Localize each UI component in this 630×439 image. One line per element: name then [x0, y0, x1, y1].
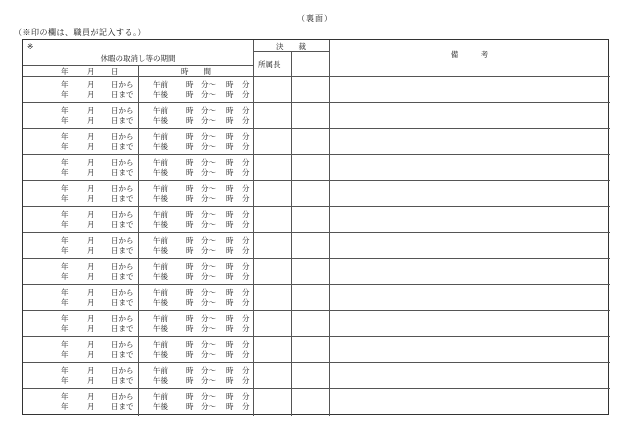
row-label-from: 日から — [111, 392, 134, 401]
row-label-hour: 時 — [226, 392, 234, 401]
row-label-minute: 分 — [242, 340, 250, 349]
row-label-minute-to: 分～ — [201, 366, 216, 375]
row-label-minute-to: 分～ — [201, 80, 216, 89]
row-label-hour: 時 — [226, 340, 234, 349]
row-label-pm: 午後 — [153, 350, 168, 359]
row-label-year: 年 — [61, 90, 69, 99]
row-label-minute-to: 分～ — [201, 158, 216, 167]
row-label-month: 月 — [87, 194, 95, 203]
row-label-minute-to: 分～ — [201, 314, 216, 323]
row-label-minute: 分 — [242, 350, 250, 359]
period-header: 休暇の取消し等の期間 — [100, 54, 176, 63]
row-label-hour: 時 — [186, 314, 194, 323]
row-label-until: 日まで — [111, 220, 134, 229]
row-label-pm: 午後 — [153, 90, 168, 99]
row-divider-line — [23, 284, 610, 285]
row-label-until: 日まで — [111, 376, 134, 385]
decision-sub-header: 所属長 — [258, 60, 281, 69]
row-label-pm: 午後 — [153, 220, 168, 229]
row-label-month: 月 — [87, 90, 95, 99]
row-label-hour: 時 — [226, 246, 234, 255]
row-label-until: 日まで — [111, 168, 134, 177]
row-label-minute-to: 分～ — [201, 402, 216, 411]
row-divider-line — [23, 232, 610, 233]
row-label-am: 午前 — [153, 262, 168, 271]
row-label-until: 日まで — [111, 116, 134, 125]
row-label-minute-to: 分～ — [201, 106, 216, 115]
row-label-from: 日から — [111, 366, 134, 375]
row-label-month: 月 — [87, 142, 95, 151]
row-label-minute: 分 — [242, 220, 250, 229]
row-label-minute-to: 分～ — [201, 288, 216, 297]
row-label-from: 日から — [111, 262, 134, 271]
row-label-hour: 時 — [186, 350, 194, 359]
row-label-hour: 時 — [186, 168, 194, 177]
row-label-month: 月 — [87, 106, 95, 115]
row-label-minute-to: 分～ — [201, 132, 216, 141]
row-label-hour: 時 — [186, 366, 194, 375]
row-label-pm: 午後 — [153, 324, 168, 333]
col-label-year: 年 — [61, 67, 69, 76]
row-label-until: 日まで — [111, 142, 134, 151]
row-label-minute: 分 — [242, 366, 250, 375]
row-label-hour: 時 — [186, 262, 194, 271]
row-label-year: 年 — [61, 402, 69, 411]
row-label-year: 年 — [61, 158, 69, 167]
col-label-month: 月 — [87, 67, 95, 76]
row-label-month: 月 — [87, 262, 95, 271]
date-time-divider-line — [138, 65, 139, 416]
row-label-minute-to: 分～ — [201, 262, 216, 271]
row-label-minute: 分 — [242, 314, 250, 323]
row-label-minute-to: 分～ — [201, 90, 216, 99]
row-label-pm: 午後 — [153, 246, 168, 255]
row-label-hour: 時 — [186, 246, 194, 255]
row-label-minute-to: 分～ — [201, 184, 216, 193]
row-label-month: 月 — [87, 288, 95, 297]
decision-header: 決 裁 — [276, 42, 306, 51]
row-label-month: 月 — [87, 236, 95, 245]
page-label: （裏面） — [297, 14, 333, 23]
row-label-am: 午前 — [153, 236, 168, 245]
row-label-month: 月 — [87, 340, 95, 349]
row-label-month: 月 — [87, 210, 95, 219]
row-label-am: 午前 — [153, 80, 168, 89]
row-label-hour: 時 — [226, 376, 234, 385]
row-label-minute: 分 — [242, 324, 250, 333]
row-label-hour: 時 — [226, 132, 234, 141]
row-label-until: 日まで — [111, 350, 134, 359]
row-label-pm: 午後 — [153, 116, 168, 125]
row-label-minute: 分 — [242, 272, 250, 281]
row-label-minute: 分 — [242, 210, 250, 219]
row-label-minute: 分 — [242, 90, 250, 99]
row-label-from: 日から — [111, 184, 134, 193]
row-label-hour: 時 — [186, 116, 194, 125]
row-label-pm: 午後 — [153, 142, 168, 151]
row-label-minute: 分 — [242, 298, 250, 307]
row-label-am: 午前 — [153, 314, 168, 323]
row-label-hour: 時 — [226, 90, 234, 99]
row-label-year: 年 — [61, 298, 69, 307]
row-label-am: 午前 — [153, 132, 168, 141]
row-label-year: 年 — [61, 392, 69, 401]
row-label-month: 月 — [87, 392, 95, 401]
row-label-minute: 分 — [242, 392, 250, 401]
row-label-minute: 分 — [242, 142, 250, 151]
row-label-am: 午前 — [153, 392, 168, 401]
row-label-minute-to: 分～ — [201, 392, 216, 401]
row-divider-line — [23, 206, 610, 207]
row-label-hour: 時 — [226, 236, 234, 245]
row-label-month: 月 — [87, 158, 95, 167]
row-label-month: 月 — [87, 80, 95, 89]
row-divider-line — [23, 154, 610, 155]
row-label-year: 年 — [61, 262, 69, 271]
row-divider-line — [23, 180, 610, 181]
row-label-minute: 分 — [242, 168, 250, 177]
leave-cancellation-form-table — [22, 39, 609, 415]
row-label-am: 午前 — [153, 158, 168, 167]
row-label-hour: 時 — [226, 402, 234, 411]
row-label-minute-to: 分～ — [201, 340, 216, 349]
row-label-hour: 時 — [186, 158, 194, 167]
row-divider-line — [23, 258, 610, 259]
row-label-from: 日から — [111, 314, 134, 323]
remarks-header: 備 考 — [450, 50, 489, 59]
row-label-hour: 時 — [226, 324, 234, 333]
row-label-hour: 時 — [226, 116, 234, 125]
row-label-am: 午前 — [153, 366, 168, 375]
row-label-until: 日まで — [111, 402, 134, 411]
row-label-from: 日から — [111, 132, 134, 141]
row-label-year: 年 — [61, 142, 69, 151]
row-label-am: 午前 — [153, 210, 168, 219]
col-label-day: 日 — [111, 67, 119, 76]
row-label-minute-to: 分～ — [201, 236, 216, 245]
row-label-minute-to: 分～ — [201, 272, 216, 281]
row-label-hour: 時 — [226, 272, 234, 281]
row-label-minute: 分 — [242, 194, 250, 203]
row-label-pm: 午後 — [153, 298, 168, 307]
row-label-hour: 時 — [226, 168, 234, 177]
row-label-hour: 時 — [226, 184, 234, 193]
row-label-year: 年 — [61, 132, 69, 141]
row-label-until: 日まで — [111, 324, 134, 333]
row-label-hour: 時 — [226, 262, 234, 271]
form-note: （※印の欄は、職員が記入する。） — [14, 28, 146, 37]
row-label-year: 年 — [61, 366, 69, 375]
row-label-minute-to: 分～ — [201, 298, 216, 307]
row-label-until: 日まで — [111, 90, 134, 99]
row-label-year: 年 — [61, 324, 69, 333]
row-label-hour: 時 — [226, 106, 234, 115]
row-label-hour: 時 — [186, 184, 194, 193]
row-label-from: 日から — [111, 236, 134, 245]
row-divider-line — [23, 128, 610, 129]
row-label-year: 年 — [61, 210, 69, 219]
row-label-hour: 時 — [186, 142, 194, 151]
row-label-month: 月 — [87, 220, 95, 229]
row-label-hour: 時 — [226, 210, 234, 219]
row-label-hour: 時 — [186, 402, 194, 411]
row-label-minute-to: 分～ — [201, 324, 216, 333]
row-label-hour: 時 — [186, 236, 194, 245]
row-label-hour: 時 — [226, 80, 234, 89]
row-label-minute-to: 分～ — [201, 142, 216, 151]
row-label-hour: 時 — [226, 298, 234, 307]
row-label-minute-to: 分～ — [201, 246, 216, 255]
row-label-year: 年 — [61, 194, 69, 203]
decision-right-line — [329, 40, 330, 416]
row-label-month: 月 — [87, 298, 95, 307]
row-label-hour: 時 — [186, 194, 194, 203]
row-label-minute-to: 分～ — [201, 210, 216, 219]
row-label-year: 年 — [61, 184, 69, 193]
row-label-hour: 時 — [186, 392, 194, 401]
row-label-month: 月 — [87, 366, 95, 375]
row-label-month: 月 — [87, 132, 95, 141]
period-right-line — [253, 40, 254, 416]
row-label-pm: 午後 — [153, 376, 168, 385]
row-divider-line — [23, 362, 610, 363]
row-label-month: 月 — [87, 376, 95, 385]
row-label-year: 年 — [61, 376, 69, 385]
row-label-year: 年 — [61, 168, 69, 177]
row-label-minute: 分 — [242, 116, 250, 125]
row-label-minute: 分 — [242, 402, 250, 411]
row-label-minute-to: 分～ — [201, 168, 216, 177]
row-label-year: 年 — [61, 80, 69, 89]
row-label-pm: 午後 — [153, 402, 168, 411]
row-label-from: 日から — [111, 288, 134, 297]
row-label-minute: 分 — [242, 106, 250, 115]
row-label-minute: 分 — [242, 262, 250, 271]
star-mark: ※ — [27, 42, 34, 51]
row-label-until: 日まで — [111, 272, 134, 281]
row-label-minute-to: 分～ — [201, 376, 216, 385]
row-label-until: 日まで — [111, 298, 134, 307]
row-label-until: 日まで — [111, 246, 134, 255]
row-label-pm: 午後 — [153, 168, 168, 177]
row-label-from: 日から — [111, 340, 134, 349]
row-label-year: 年 — [61, 350, 69, 359]
row-label-hour: 時 — [226, 194, 234, 203]
row-label-hour: 時 — [186, 376, 194, 385]
row-label-from: 日から — [111, 80, 134, 89]
row-label-hour: 時 — [226, 314, 234, 323]
row-label-pm: 午後 — [153, 194, 168, 203]
row-label-hour: 時 — [226, 288, 234, 297]
row-label-month: 月 — [87, 184, 95, 193]
row-label-from: 日から — [111, 210, 134, 219]
row-label-year: 年 — [61, 288, 69, 297]
row-label-minute: 分 — [242, 288, 250, 297]
row-label-hour: 時 — [226, 142, 234, 151]
row-label-month: 月 — [87, 272, 95, 281]
col-label-time: 時 間 — [181, 67, 211, 76]
row-label-pm: 午後 — [153, 272, 168, 281]
row-label-year: 年 — [61, 106, 69, 115]
row-label-minute: 分 — [242, 158, 250, 167]
row-divider-line — [23, 310, 610, 311]
row-label-minute: 分 — [242, 184, 250, 193]
row-label-month: 月 — [87, 324, 95, 333]
row-divider-line — [23, 102, 610, 103]
row-label-month: 月 — [87, 314, 95, 323]
row-divider-line — [23, 336, 610, 337]
row-label-hour: 時 — [186, 324, 194, 333]
row-label-hour: 時 — [186, 272, 194, 281]
row-label-month: 月 — [87, 402, 95, 411]
row-label-hour: 時 — [186, 298, 194, 307]
row-label-year: 年 — [61, 236, 69, 245]
row-label-minute: 分 — [242, 132, 250, 141]
row-label-month: 月 — [87, 168, 95, 177]
row-label-month: 月 — [87, 350, 95, 359]
row-divider-line — [23, 388, 610, 389]
row-label-minute-to: 分～ — [201, 116, 216, 125]
row-label-hour: 時 — [186, 90, 194, 99]
row-label-month: 月 — [87, 116, 95, 125]
row-label-minute: 分 — [242, 236, 250, 245]
row-label-hour: 時 — [226, 350, 234, 359]
row-label-year: 年 — [61, 314, 69, 323]
row-label-hour: 時 — [186, 80, 194, 89]
row-label-hour: 時 — [186, 220, 194, 229]
row-label-hour: 時 — [186, 340, 194, 349]
row-label-minute-to: 分～ — [201, 194, 216, 203]
row-label-year: 年 — [61, 116, 69, 125]
row-label-hour: 時 — [226, 220, 234, 229]
row-label-hour: 時 — [226, 366, 234, 375]
header-bottom-line — [23, 76, 610, 77]
row-label-am: 午前 — [153, 106, 168, 115]
row-label-hour: 時 — [186, 132, 194, 141]
row-label-minute: 分 — [242, 80, 250, 89]
row-label-month: 月 — [87, 246, 95, 255]
row-label-hour: 時 — [186, 210, 194, 219]
row-label-hour: 時 — [226, 158, 234, 167]
row-label-year: 年 — [61, 272, 69, 281]
row-label-hour: 時 — [186, 288, 194, 297]
row-label-am: 午前 — [153, 340, 168, 349]
row-label-until: 日まで — [111, 194, 134, 203]
row-label-year: 年 — [61, 220, 69, 229]
row-label-year: 年 — [61, 340, 69, 349]
row-label-minute: 分 — [242, 376, 250, 385]
row-label-hour: 時 — [186, 106, 194, 115]
row-label-year: 年 — [61, 246, 69, 255]
row-label-from: 日から — [111, 158, 134, 167]
row-label-minute: 分 — [242, 246, 250, 255]
row-label-am: 午前 — [153, 288, 168, 297]
row-label-minute-to: 分～ — [201, 350, 216, 359]
row-label-from: 日から — [111, 106, 134, 115]
row-label-am: 午前 — [153, 184, 168, 193]
row-label-minute-to: 分～ — [201, 220, 216, 229]
